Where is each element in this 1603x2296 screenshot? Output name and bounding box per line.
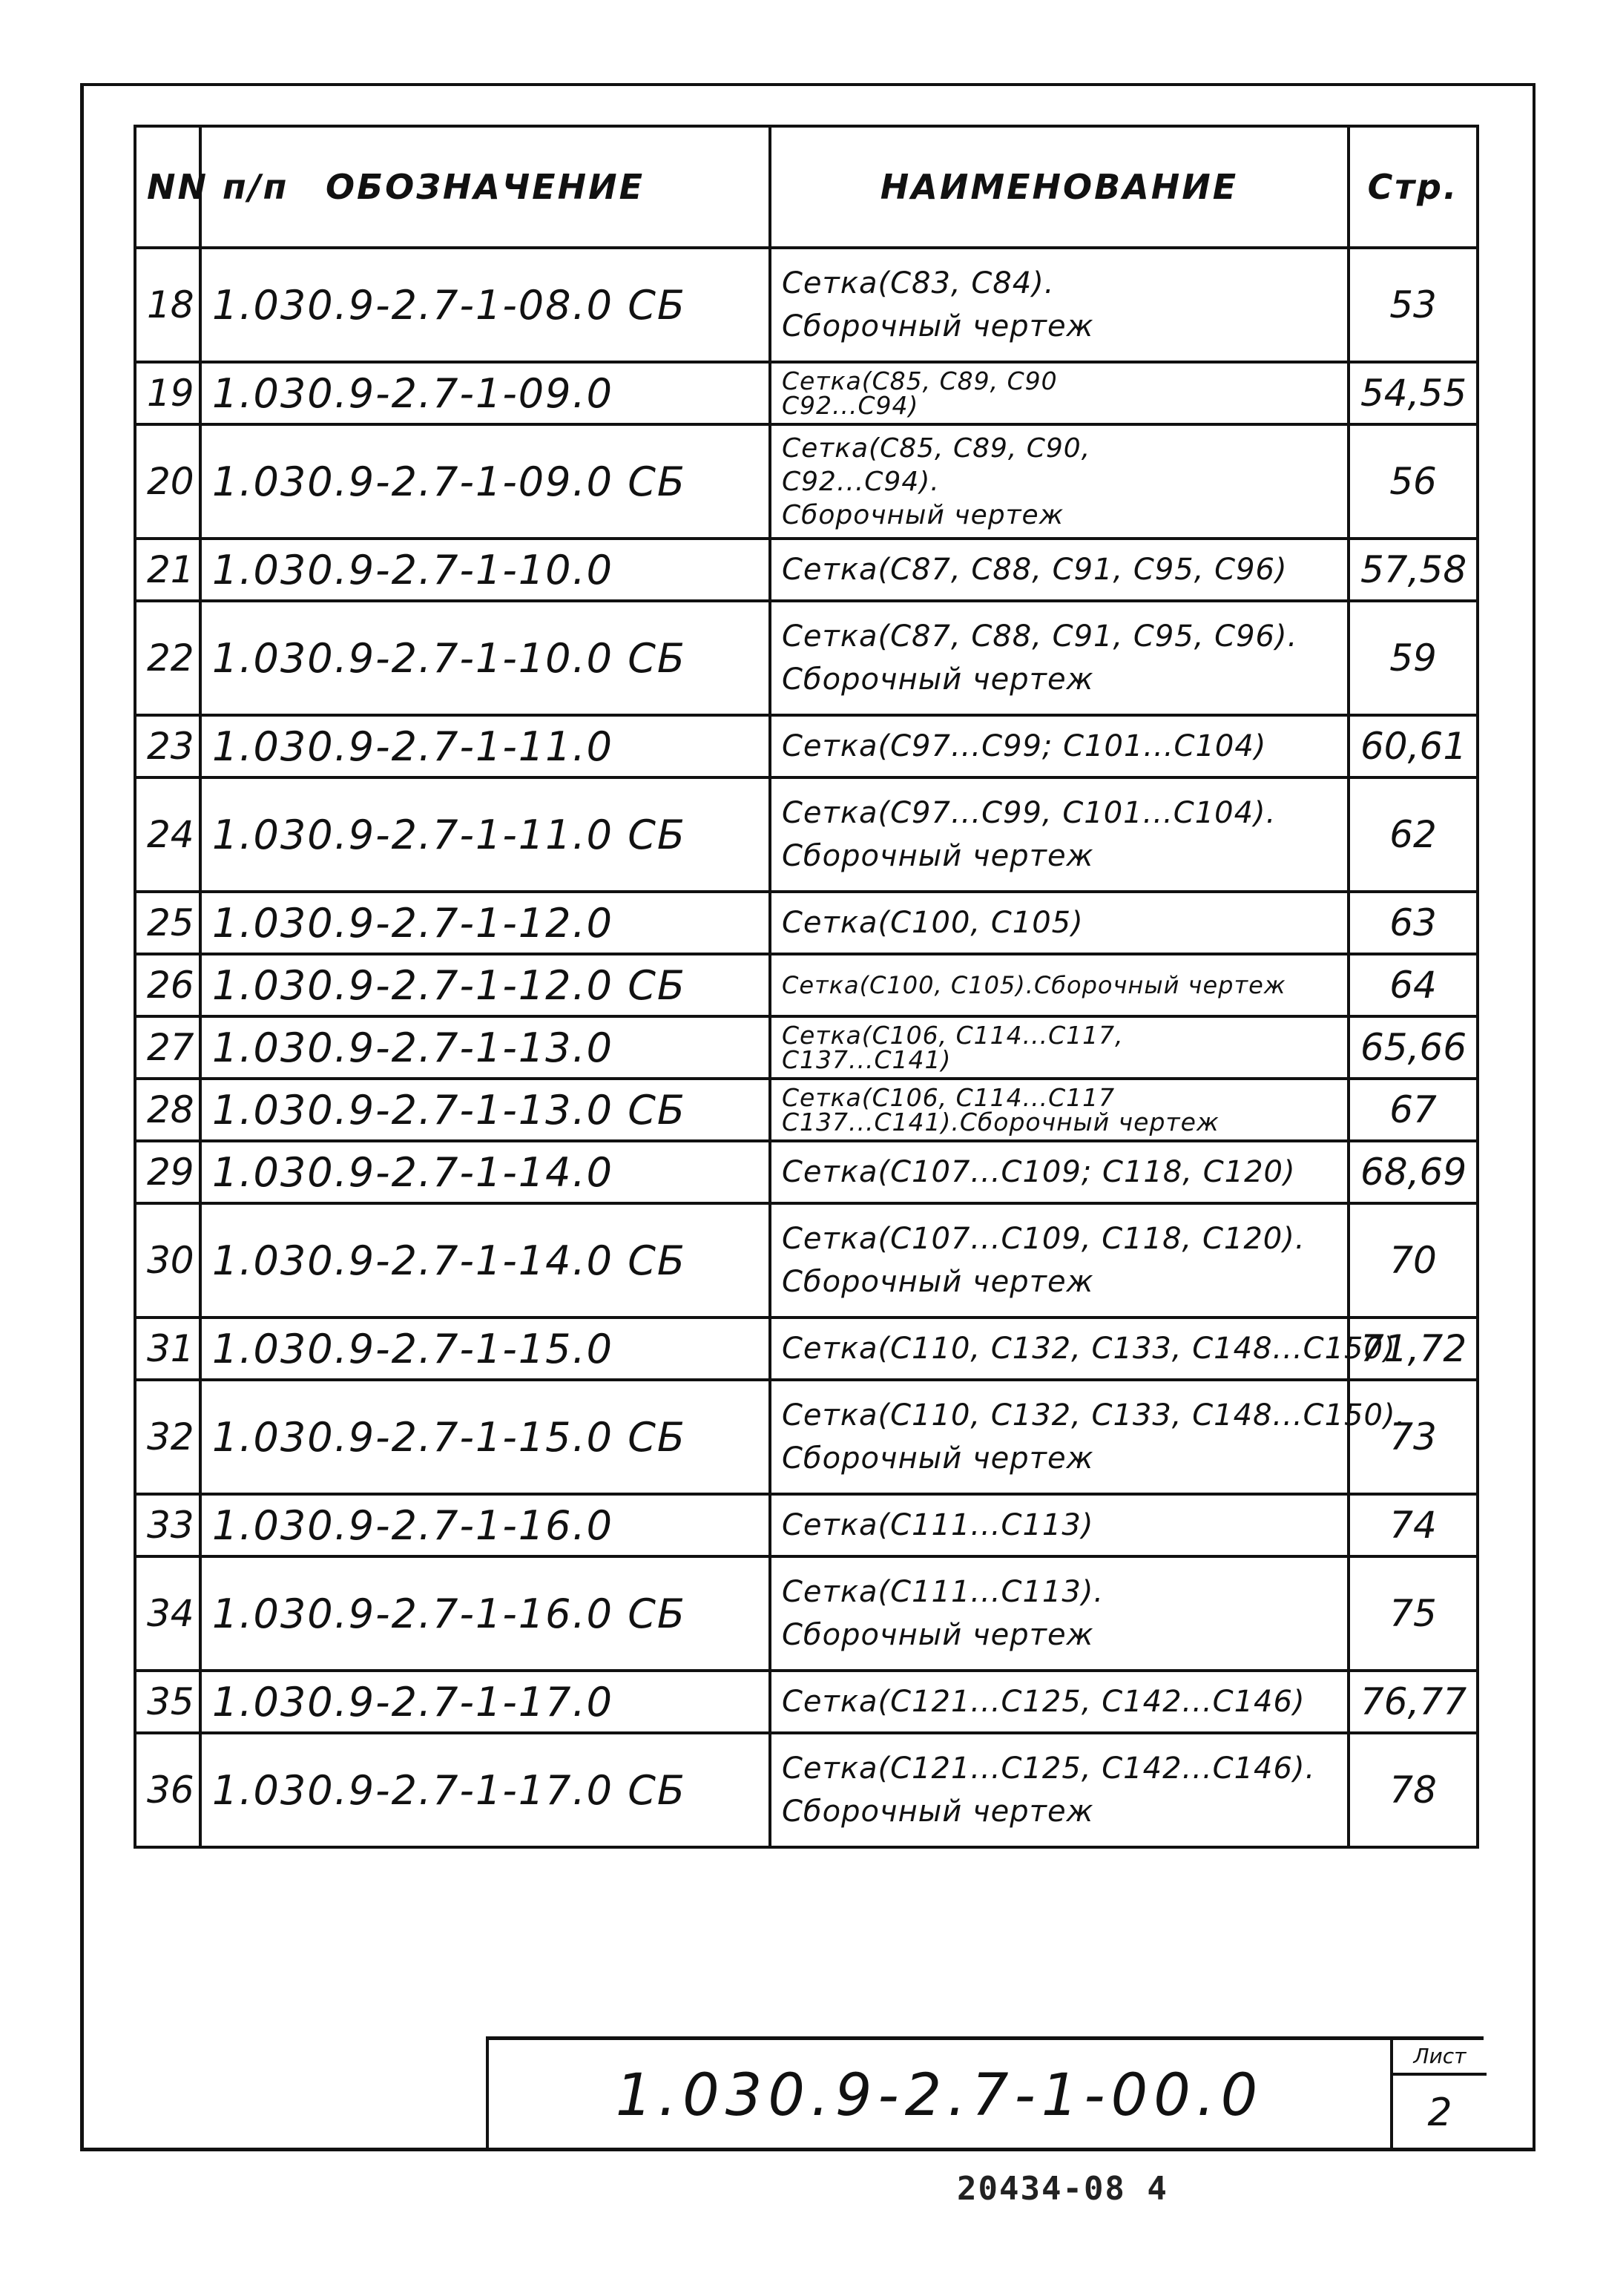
row-name-line: Сборочный чертеж: [782, 309, 1094, 343]
row-page: 53: [1349, 248, 1478, 362]
row-name-line: Сетка(С106, С114...С117: [782, 1083, 1116, 1112]
row-page: 74: [1349, 1494, 1478, 1556]
row-name: [770, 424, 1349, 539]
row-number: 21: [135, 539, 200, 601]
row-name: [770, 1203, 1349, 1318]
table-body: [135, 248, 1478, 1847]
table-row: [135, 954, 1478, 1016]
row-name-line: Сборочный чертеж: [782, 1618, 1094, 1652]
row-name: [770, 1556, 1349, 1671]
row-name-line: Сборочный чертеж: [782, 1795, 1094, 1829]
row-number: 23: [135, 715, 200, 777]
row-name: [770, 777, 1349, 892]
row-designation: 1.030.9-2.7-1-17.0 СБ: [200, 1733, 770, 1847]
row-designation: 1.030.9-2.7-1-10.0: [200, 539, 770, 601]
table-row: [135, 1556, 1478, 1671]
table-row: [135, 362, 1478, 424]
row-name-line: Сетка(С85, С89, С90: [782, 366, 1058, 395]
row-number: 35: [135, 1671, 200, 1733]
row-number: 33: [135, 1494, 200, 1556]
table-row: [135, 1016, 1478, 1079]
row-designation: 1.030.9-2.7-1-14.0 СБ: [200, 1203, 770, 1318]
row-page: 71,72: [1349, 1318, 1478, 1380]
row-number: 27: [135, 1016, 200, 1079]
row-name-line: Сетка(С87, С88, С91, С95, С96).: [782, 619, 1298, 654]
row-number: 34: [135, 1556, 200, 1671]
table-row: [135, 1318, 1478, 1380]
header-designation: ОБОЗНАЧЕНИЕ: [200, 126, 770, 248]
table-row: [135, 1079, 1478, 1141]
row-number: 26: [135, 954, 200, 1016]
row-page: 78: [1349, 1733, 1478, 1847]
table-row: [135, 539, 1478, 601]
sheet-cell: [1390, 2040, 1487, 2151]
row-name-line: С92...С94): [782, 391, 919, 420]
row-number: 18: [135, 248, 200, 362]
row-designation: 1.030.9-2.7-1-17.0: [200, 1671, 770, 1733]
table-row: [135, 892, 1478, 954]
row-name-line: С137...С141): [782, 1045, 952, 1074]
row-page: 57,58: [1349, 539, 1478, 601]
row-page: 60,61: [1349, 715, 1478, 777]
row-designation: 1.030.9-2.7-1-11.0: [200, 715, 770, 777]
row-name: [770, 1141, 1349, 1203]
row-name-line: С92...С94).: [782, 466, 940, 497]
row-page: 54,55: [1349, 362, 1478, 424]
row-name-line: Сборочный чертеж: [782, 1441, 1094, 1476]
header-name: НАИМЕНОВАНИЕ: [770, 126, 1349, 248]
row-page: 73: [1349, 1380, 1478, 1494]
row-name-line: Сборочный чертеж: [782, 1265, 1094, 1299]
row-designation: 1.030.9-2.7-1-11.0 СБ: [200, 777, 770, 892]
table-row: [135, 1380, 1478, 1494]
row-designation: 1.030.9-2.7-1-16.0 СБ: [200, 1556, 770, 1671]
document-code: 1.030.9-2.7-1-00.0: [615, 2062, 1264, 2129]
row-number: 32: [135, 1380, 200, 1494]
archive-number: 20434-08 4: [957, 2170, 1168, 2208]
table-row: [135, 1671, 1478, 1733]
row-name-line: Сетка(С97...С99, С101...С104).: [782, 796, 1277, 830]
table-row: [135, 715, 1478, 777]
row-name-line: Сетка(С110, С132, С133, С148...С150): [782, 1332, 1396, 1366]
row-page: 75: [1349, 1556, 1478, 1671]
row-name: [770, 892, 1349, 954]
row-page: 70: [1349, 1203, 1478, 1318]
row-number: 28: [135, 1079, 200, 1141]
table-row: [135, 1733, 1478, 1847]
row-name-line: Сетка(С121...С125, С142...С146): [782, 1685, 1306, 1719]
row-name: [770, 1733, 1349, 1847]
row-page: 64: [1349, 954, 1478, 1016]
row-name: [770, 954, 1349, 1016]
row-number: 20: [135, 424, 200, 539]
row-page: 65,66: [1349, 1016, 1478, 1079]
row-name-line: Сетка(С97...С99; С101...С104): [782, 729, 1267, 763]
row-name-line: Сетка(С107...С109, С118, С120).: [782, 1222, 1306, 1256]
row-name-line: Сетка(С111...С113): [782, 1508, 1094, 1542]
row-designation: 1.030.9-2.7-1-13.0 СБ: [200, 1079, 770, 1141]
row-name-line: Сетка(С111...С113).: [782, 1575, 1105, 1609]
row-number: 31: [135, 1318, 200, 1380]
table-row: [135, 601, 1478, 715]
row-name: [770, 1016, 1349, 1079]
row-name: [770, 362, 1349, 424]
row-number: 19: [135, 362, 200, 424]
row-designation: 1.030.9-2.7-1-09.0: [200, 362, 770, 424]
row-name-line: Сетка(С107...С109; С118, С120): [782, 1155, 1296, 1189]
row-number: 36: [135, 1733, 200, 1847]
header-num: NN п/п: [135, 126, 200, 248]
row-name-line: Сборочный чертеж: [782, 662, 1094, 697]
title-block: [486, 2036, 1484, 2151]
table-row: [135, 248, 1478, 362]
row-page: 63: [1349, 892, 1478, 954]
specification-table: [134, 125, 1479, 1849]
row-name: [770, 248, 1349, 362]
row-name-line: Сетка(С100, С105): [782, 906, 1084, 940]
row-designation: 1.030.9-2.7-1-12.0 СБ: [200, 954, 770, 1016]
row-name-line: Сетка(С106, С114...С117,: [782, 1021, 1124, 1050]
row-number: 22: [135, 601, 200, 715]
header-page: Стр.: [1349, 126, 1478, 248]
row-name: [770, 1494, 1349, 1556]
row-name-line: Сборочный чертеж: [782, 839, 1094, 873]
row-name-line: Сетка(С121...С125, С142...С146).: [782, 1751, 1316, 1786]
row-designation: 1.030.9-2.7-1-10.0 СБ: [200, 601, 770, 715]
row-name: [770, 715, 1349, 777]
row-page: 62: [1349, 777, 1478, 892]
table-row: [135, 424, 1478, 539]
row-page: 68,69: [1349, 1141, 1478, 1203]
table-row: [135, 1141, 1478, 1203]
row-page: 76,77: [1349, 1671, 1478, 1733]
row-name-line: Сборочный чертеж: [782, 499, 1064, 530]
row-page: 67: [1349, 1079, 1478, 1141]
row-name: [770, 601, 1349, 715]
sheet-number: 2: [1427, 2091, 1452, 2135]
sheet-label: Лист: [1393, 2040, 1487, 2076]
table-header-row: [135, 126, 1478, 248]
row-name: [770, 1318, 1396, 1380]
row-page: 59: [1349, 601, 1478, 715]
row-designation: 1.030.9-2.7-1-15.0 СБ: [200, 1380, 770, 1494]
row-name-line: С137...С141).Сборочный чертеж: [782, 1108, 1219, 1137]
row-designation: 1.030.9-2.7-1-08.0 СБ: [200, 248, 770, 362]
row-name: [770, 539, 1349, 601]
row-name-line: Сетка(С85, С89, С90,: [782, 432, 1091, 464]
row-designation: 1.030.9-2.7-1-13.0: [200, 1016, 770, 1079]
row-designation: 1.030.9-2.7-1-12.0: [200, 892, 770, 954]
row-name: [770, 1380, 1406, 1494]
row-number: 25: [135, 892, 200, 954]
table-row: [135, 777, 1478, 892]
row-name-line: Сетка(С110, С132, С133, С148...С150).: [782, 1398, 1406, 1432]
row-number: 29: [135, 1141, 200, 1203]
table-row: [135, 1494, 1478, 1556]
row-name: [770, 1079, 1349, 1141]
row-designation: 1.030.9-2.7-1-16.0: [200, 1494, 770, 1556]
row-number: 24: [135, 777, 200, 892]
row-name-line: Сетка(С87, С88, С91, С95, С96): [782, 553, 1288, 587]
row-designation: 1.030.9-2.7-1-14.0: [200, 1141, 770, 1203]
row-name-line: Сетка(С100, С105).Сборочный чертеж: [782, 970, 1286, 999]
row-designation: 1.030.9-2.7-1-09.0 СБ: [200, 424, 770, 539]
row-designation: 1.030.9-2.7-1-15.0: [200, 1318, 770, 1380]
table-row: [135, 1203, 1478, 1318]
row-name-line: Сетка(С83, С84).: [782, 266, 1055, 300]
row-number: 30: [135, 1203, 200, 1318]
row-name: [770, 1671, 1349, 1733]
row-page: 56: [1349, 424, 1478, 539]
